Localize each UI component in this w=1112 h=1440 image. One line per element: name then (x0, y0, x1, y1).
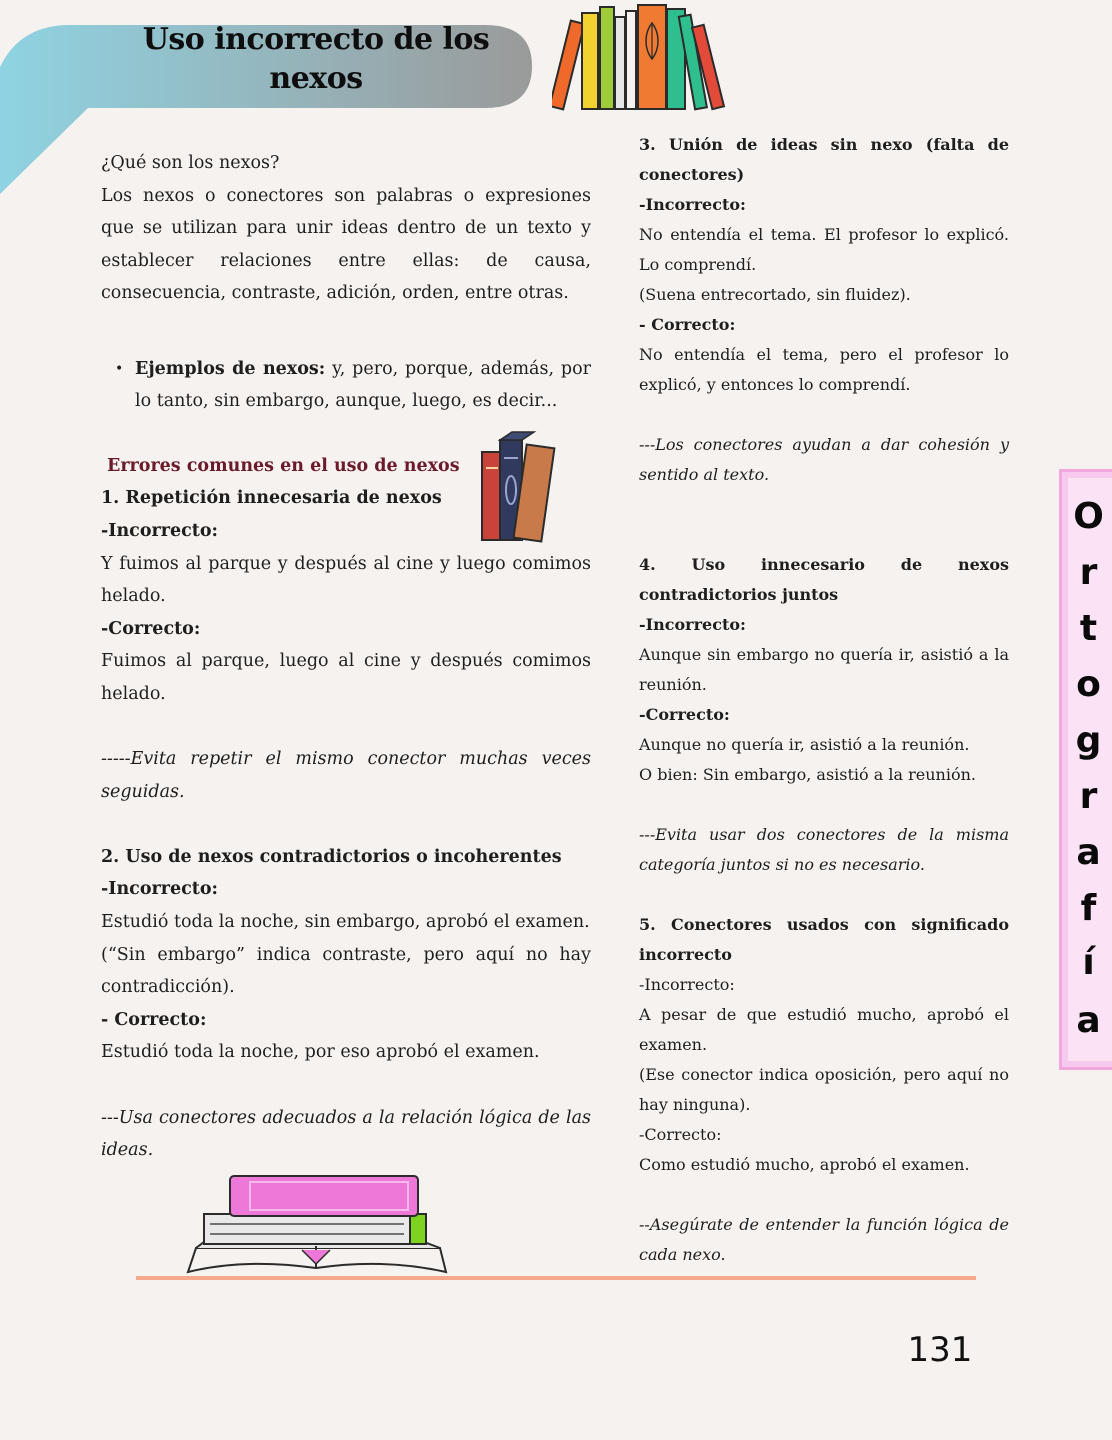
section4-incorrect-text: Aunque sin embargo no quería ir, asistió a la reunión. (639, 645, 1009, 694)
side-tab-letter: o (1076, 664, 1101, 705)
section3-tip: ---Los conectores ayudan a dar cohesión y sentido al texto. (639, 435, 1009, 484)
side-tab-letter: t (1079, 608, 1098, 649)
books-illustration (478, 428, 560, 546)
section4-incorrect-label: -Incorrecto: (639, 615, 746, 634)
section2-incorrect-text: Estudió toda la noche, sin embargo, aprobó el examen. (101, 912, 590, 933)
side-tab-letter: í (1082, 942, 1095, 983)
side-tab-letter: r (1079, 552, 1098, 593)
section2-note: (“Sin embargo” indica contraste, pero aquí no hay contradicción). (101, 944, 591, 998)
section3-title: 3. Unión de ideas sin nexo (falta de conectores) (639, 135, 1009, 184)
side-tab-letter: g (1075, 720, 1102, 761)
section4-correct-label: -Correcto: (639, 705, 730, 724)
section5-correct-text: Como estudió mucho, aprobó el examen. (639, 1155, 970, 1174)
section3-note: (Suena entrecortado, sin fluidez). (639, 285, 911, 304)
right-column (639, 130, 1009, 1270)
page-title-line2: nexos (269, 61, 363, 96)
section4-correct-text: Aunque no quería ir, asistió a la reunión. (639, 735, 970, 754)
section2-tip: ---Usa conectores adecuados a la relación lógica de las ideas. (101, 1107, 591, 1161)
definition-text: Los nexos o conectores son palabras o expresiones que se utilizan para unir ideas dentro de un texto y establecer relaciones entre ellas: de causa, consecuencia, contraste, adición, orden, entre otras. (101, 185, 591, 304)
bookshelf-illustration (552, 3, 728, 113)
section1-tip: -----Evita repetir el mismo conector muchas veces seguidas. (101, 749, 591, 802)
section4-alternative: O bien: Sin embargo, asistió a la reunión. (639, 765, 976, 784)
section2-correct-text: Estudió toda la noche, por eso aprobó el examen. (101, 1042, 540, 1063)
section1-title: 1. Repetición innecesaria de nexos (101, 488, 442, 509)
examples-label: Ejemplos de nexos: (135, 358, 326, 379)
bullet-icon: • (115, 360, 124, 377)
section1-incorrect-label: -Incorrecto: (101, 520, 218, 541)
left-column (101, 147, 591, 1167)
side-tab-letter: a (1076, 832, 1101, 873)
page-title-line1: Uso incorrecto de los (142, 22, 490, 57)
errors-heading: Errores comunes en el uso de nexos (107, 455, 460, 476)
section3-incorrect-label: -Incorrecto: (639, 195, 746, 214)
section5-incorrect-label: -Incorrecto: (639, 975, 735, 994)
side-tab-letter: f (1080, 888, 1097, 929)
examples-text: y, pero, porque, además, por lo tanto, sin embargo, aunque, luego, es decir... (135, 358, 592, 412)
section1-correct-text: Fuimos al parque, luego al cine y después comimos helado. (101, 651, 591, 704)
section2-correct-label: - Correcto: (101, 1009, 207, 1030)
stacked-books-illustration (184, 1172, 450, 1278)
section2-incorrect-label: -Incorrecto: (101, 879, 218, 900)
section5-note: (Ese conector indica oposición, pero aquí no hay ninguna). (639, 1065, 1009, 1114)
side-tab-letter: a (1076, 1000, 1101, 1041)
section3-incorrect-text: No entendía el tema. El profesor lo explicó. Lo comprendí. (639, 225, 1009, 274)
section4-tip: ---Evita usar dos conectores de la misma categoría juntos si no es necesario. (639, 825, 1009, 874)
footer-divider (136, 1276, 976, 1280)
section1-correct-label: -Correcto: (101, 618, 201, 639)
side-tab-letter: O (1073, 496, 1104, 537)
section5-tip: --Asegúrate de entender la función lógica de cada nexo. (639, 1215, 1009, 1264)
section5-incorrect-text: A pesar de que estudió mucho, aprobó el examen. (639, 1005, 1009, 1054)
examples-list-item (115, 353, 591, 418)
side-tab-letter: r (1079, 776, 1098, 817)
section5-correct-label: -Correcto: (639, 1125, 722, 1144)
side-tab-ortografia (1059, 469, 1112, 1070)
section3-correct-text: No entendía el tema, pero el profesor lo explicó, y entonces lo comprendí. (639, 345, 1009, 394)
section2-title: 2. Uso de nexos contradictorios o incoherentes (101, 846, 562, 867)
section3-correct-label: - Correcto: (639, 315, 736, 334)
page-title (100, 20, 532, 98)
question-text: ¿Qué son los nexos? (101, 153, 280, 173)
page-number: 131 (907, 1330, 973, 1370)
section5-title: 5. Conectores usados con significado incorrecto (639, 915, 1009, 964)
section4-title: 4. Uso innecesario de nexos contradictorios juntos (639, 555, 1009, 604)
section1-incorrect-text: Y fuimos al parque y después al cine y luego comimos helado. (101, 553, 591, 607)
